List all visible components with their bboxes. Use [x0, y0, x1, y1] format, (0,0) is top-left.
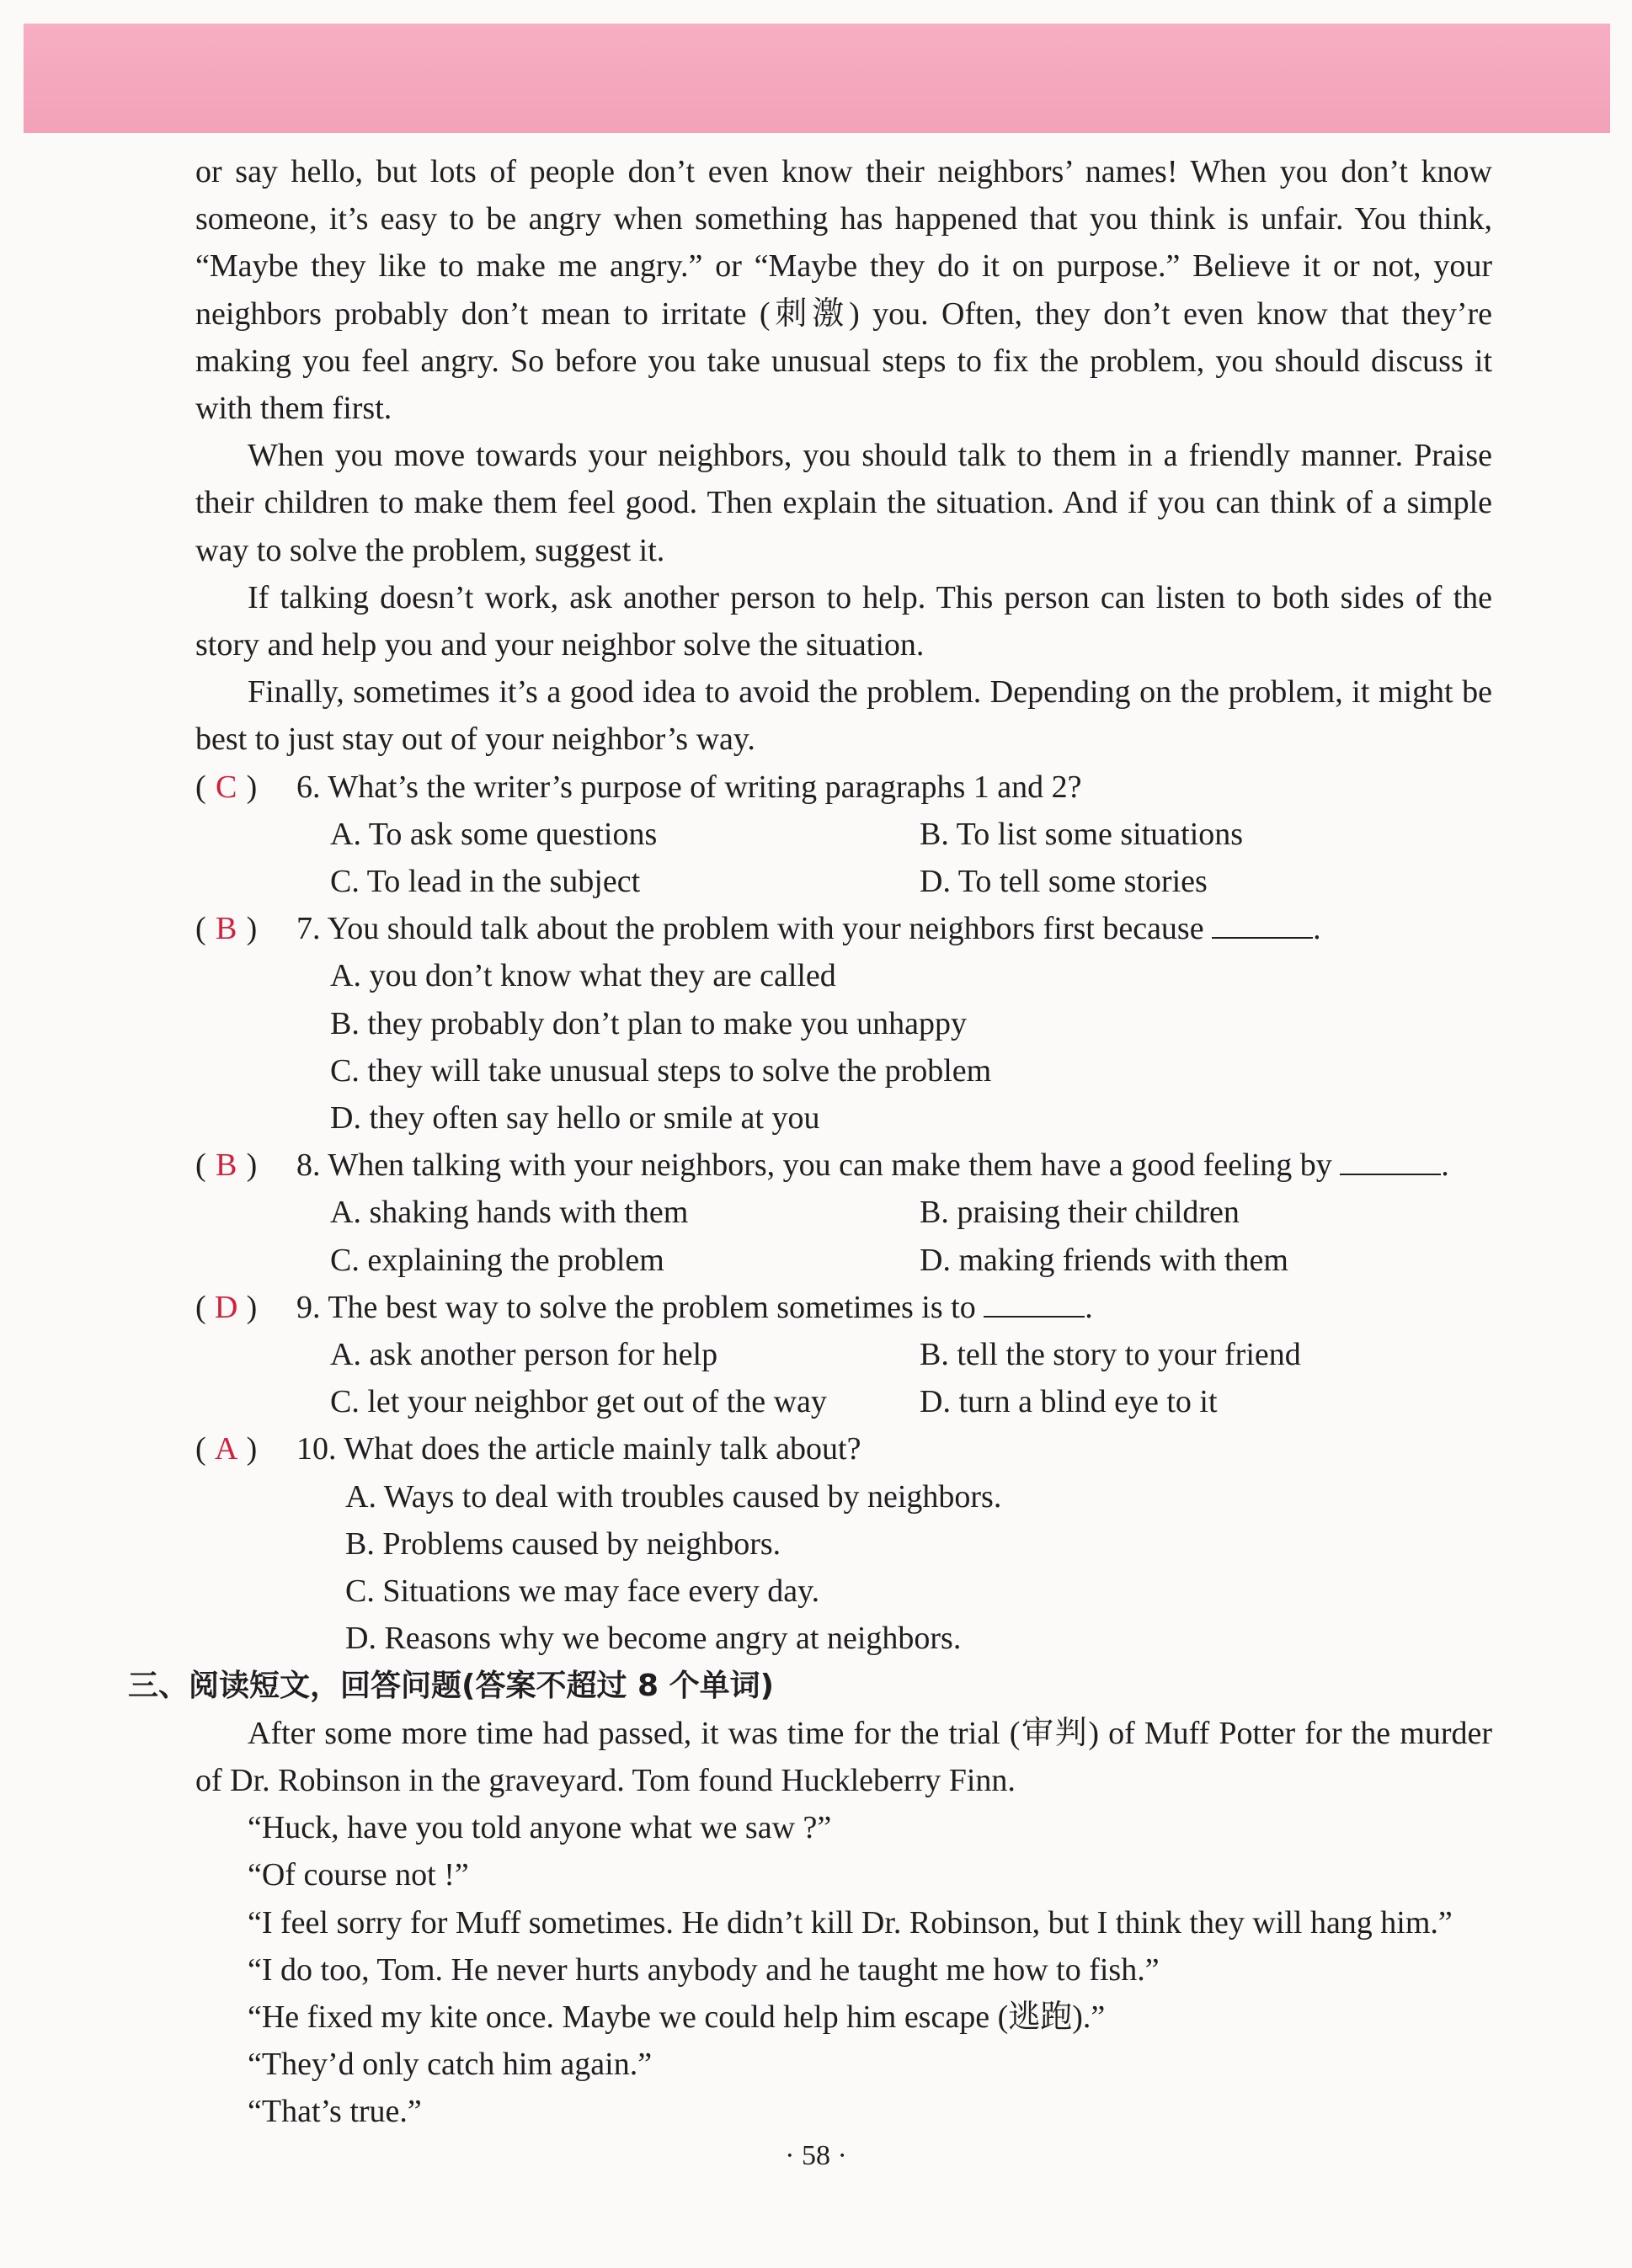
option-a: A. Ways to deal with troubles caused by neighbors.: [345, 1478, 1002, 1515]
option-c: C. Situations we may face every day.: [345, 1573, 820, 1610]
dialogue-line: “I feel sorry for Muff sometimes. He didn’t kill Dr. Robinson, but I think they will hang him.”: [248, 1904, 1453, 1941]
option-a: A. you don’t know what they are called: [330, 958, 836, 994]
question-10: [195, 1425, 1492, 1662]
section-3-intro: After some more time had passed, it was time for the trial (审判) of Muff Potter for the murder of Dr. Robinson in the graveyard. Tom found Huckleberry Finn.: [195, 1715, 1492, 1798]
question-8: ( B ) 8. When talking with your neighbors, you can make them have a good feeling by . A. shaking hands with them B. praising their children C. explaining the problem D. making friends with them: [195, 1142, 1492, 1284]
option-a: A. To ask some questions: [330, 816, 658, 852]
dialogue-line: “He fixed my kite once. Maybe we could help him escape (逃跑).”: [248, 1999, 1106, 2035]
option-b: B. they probably don’t plan to make you unhappy: [330, 1005, 968, 1041]
question-number: 10.: [296, 1431, 337, 1467]
answer-blank: [1340, 1145, 1441, 1175]
passage-paragraph-1: or say hello, but lots of people don’t even know their neighbors’ names! When you don’t know someone, it’s easy to be angry when something has happened that you think is unfair. You think, “Maybe they like to make me angry.” or “Maybe they do it on purpose.” Believe it or not, your neighbors probably don’t mean to irritate (刺激) you. Often, they don’t even know that they’re making you feel angry. So before you take unusual steps to fix the problem, you should discuss it with them first.: [195, 154, 1492, 427]
option-c: C. explaining the problem: [330, 1242, 664, 1278]
option-b: B. tell the story to your friend: [920, 1337, 1301, 1373]
dialogue-line: “Of course not !”: [248, 1857, 469, 1893]
option-d: D. making friends with them: [920, 1242, 1288, 1278]
answer-bracket: ( A ): [195, 1425, 296, 1472]
option-c: C. let your neighbor get out of the way: [330, 1384, 827, 1420]
option-a: A. shaking hands with them: [330, 1195, 689, 1231]
answer-bracket: ( D ): [195, 1284, 296, 1331]
option-c: C. they will take unusual steps to solve the problem: [330, 1052, 992, 1089]
question-number: 9.: [296, 1289, 321, 1325]
question-6: [195, 764, 1492, 906]
answer-mark: B: [215, 1147, 237, 1184]
question-stem: What does the article mainly talk about?: [344, 1431, 861, 1467]
question-number: 7.: [296, 911, 321, 947]
header-band: [24, 24, 1610, 133]
dialogue-line: “Huck, have you told anyone what we saw ?”: [248, 1810, 832, 1846]
question-9: ( D ) 9. The best way to solve the problem sometimes is to . A. ask another person for help B. tell the story to your friend C. let your neighbor get out of the way D. turn a blind eye to it: [195, 1284, 1492, 1426]
answer-blank: [984, 1287, 1085, 1318]
answer-mark: C: [215, 769, 237, 805]
question-stem: When talking with your neighbors, you can make them have a good feeling by: [328, 1147, 1332, 1184]
option-a: A. ask another person for help: [330, 1337, 718, 1373]
option-b: B. Problems caused by neighbors.: [345, 1525, 781, 1562]
option-b: B. To list some situations: [920, 816, 1244, 852]
option-d: D. To tell some stories: [920, 864, 1208, 900]
answer-bracket: ( B ): [195, 1142, 296, 1189]
question-number: 8.: [296, 1147, 321, 1184]
passage-paragraph-2: When you move towards your neighbors, you should talk to them in a friendly manner. Praise their children to make them feel good. Then explain the situation. And if you can think of a simple way to solve the problem, suggest it.: [195, 438, 1492, 568]
section-3-title: 三、阅读短文，回答问题(答案不超过 8 个单词): [128, 1668, 775, 1703]
question-stem: What’s the writer’s purpose of writing paragraphs 1 and 2?: [328, 769, 1082, 805]
page-number: · 58 ·: [785, 2140, 847, 2171]
option-c: C. To lead in the subject: [330, 864, 641, 900]
answer-bracket: ( B ): [195, 905, 296, 952]
dialogue-line: “I do too, Tom. He never hurts anybody and he taught me how to fish.”: [248, 1951, 1160, 1988]
answer-blank: [1212, 908, 1313, 939]
answer-bracket: ( C ): [195, 764, 296, 811]
option-d: D. they often say hello or smile at you: [330, 1100, 820, 1137]
option-b: B. praising their children: [920, 1195, 1240, 1231]
question-stem: The best way to solve the problem sometimes is to: [328, 1289, 976, 1325]
answer-mark: B: [215, 911, 237, 947]
answer-mark: D: [214, 1289, 238, 1325]
passage-paragraph-3: If talking doesn’t work, ask another person to help. This person can listen to both sides of the story and help you and your neighbor solve the situation.: [195, 579, 1492, 663]
answer-mark: A: [214, 1431, 238, 1467]
passage-paragraph-4: Finally, sometimes it’s a good idea to avoid the problem. Depending on the problem, it might be best to just stay out of your neighbor’s way.: [195, 674, 1492, 758]
worksheet-page: [128, 148, 1492, 2136]
dialogue-line: “That’s true.”: [248, 2094, 422, 2130]
question-number: 6.: [296, 769, 321, 805]
question-7: ( B ) 7. You should talk about the problem with your neighbors first because . A. you don’t know what they are called B. they probably don’t plan to make you unhappy C. they will take unusual steps to solve the problem D. they often say hello or smile at you: [195, 905, 1492, 1142]
dialogue-line: “They’d only catch him again.”: [248, 2047, 653, 2083]
option-d: D. Reasons why we become angry at neighbors.: [345, 1621, 962, 1657]
question-stem: You should talk about the problem with your neighbors first because: [327, 911, 1204, 947]
option-d: D. turn a blind eye to it: [920, 1384, 1218, 1420]
